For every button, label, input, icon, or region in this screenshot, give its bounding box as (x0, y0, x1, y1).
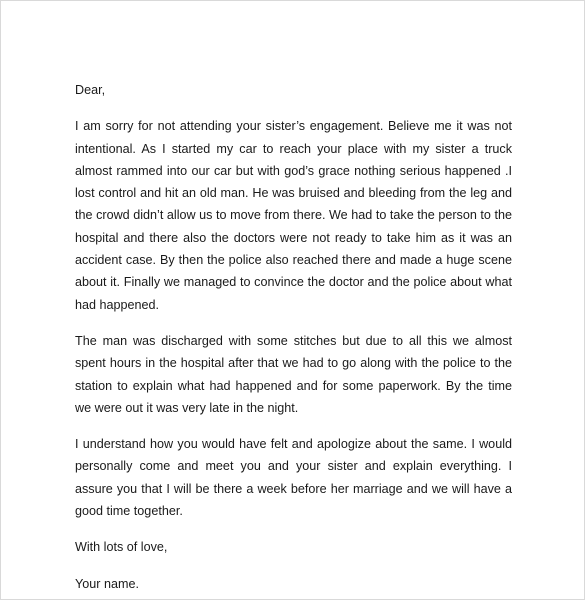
closing: With lots of love, (75, 540, 168, 555)
letter-body (75, 79, 512, 609)
paragraph-2: The man was discharged with some stitches but due to all this we almost spent hours in the hospital after that we had to go along with the police to the station to explain what had happened and for some paperwork. By the time we were out it was very late in the night. (75, 333, 512, 415)
signature: Your name. (75, 576, 139, 591)
salutation: Dear, (75, 83, 106, 97)
paragraph-1: I am sorry for not attending your sister’s engagement. Believe me it was not intentional. As I started my car to reach your place with my sister a truck almost rammed into our car but with god’s grace nothing serious happened .I lost control and hit an old man. He was bruised and bleeding from the leg and the crowd didn’t allow us to move from there. We had to take the person to the hospital and there also the doctors were not ready to take him as it was an accident case. By then the police also reached there and made a huge scene about it. Finally we managed to convince the doctor and the police about what had happened. (75, 119, 512, 312)
paragraph-3: I understand how you would have felt and apologize about the same. I would personally come and meet you and your sister and explain everything. I assure you that I will be there a week before her marriage and we will have a good time together. (75, 437, 512, 519)
